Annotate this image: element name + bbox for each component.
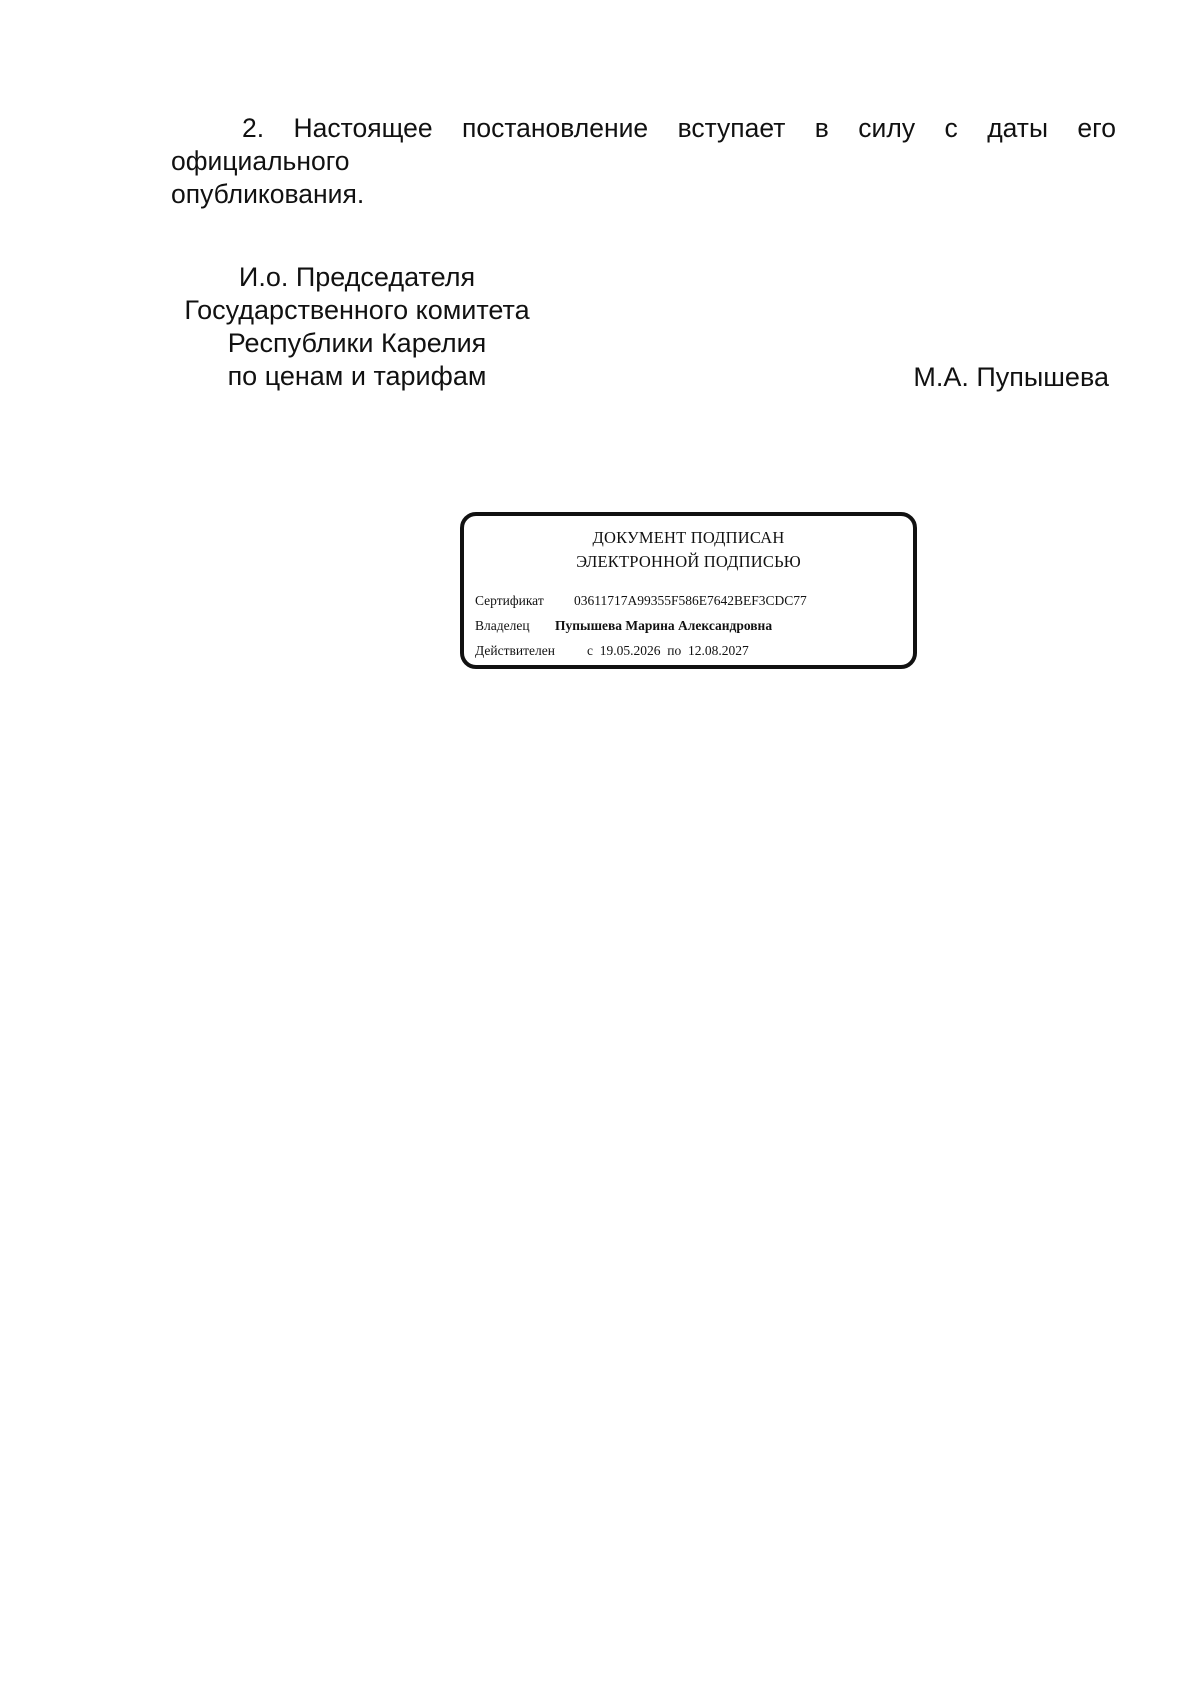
stamp-title	[464, 526, 913, 574]
owner-value: Пупышева Марина Александровна	[555, 618, 773, 633]
certificate-label: Сертификат	[475, 593, 544, 608]
stamp-owner-row	[475, 617, 772, 635]
valid-from-date: 19.05.2026	[599, 643, 661, 658]
paragraph-line-2: опубликования.	[171, 179, 365, 209]
stamp-certificate-row	[475, 592, 807, 610]
position-line-3: Республики Карелия	[227, 328, 487, 358]
owner-label: Владелец	[475, 618, 530, 633]
valid-to-prefix: по	[667, 643, 682, 658]
position-line-1: И.о. Председателя	[238, 262, 476, 292]
stamp-title-line-2: ЭЛЕКТРОННОЙ ПОДПИСЬЮ	[576, 552, 801, 571]
stamp-validity-row	[475, 642, 749, 660]
paragraph-effective-date	[171, 112, 1116, 211]
paragraph-line-1: 2. Настоящее постановление вступает в силу с даты его официального	[171, 113, 1116, 176]
electronic-signature-stamp	[460, 512, 917, 669]
position-line-2: Государственного комитета	[184, 295, 530, 325]
position-line-4: по ценам и тарифам	[227, 361, 487, 391]
valid-from-prefix: с	[587, 643, 593, 658]
signatory-name: М.А. Пупышева	[913, 362, 1109, 392]
stamp-title-line-1: ДОКУМЕНТ ПОДПИСАН	[592, 528, 785, 547]
valid-to-date: 12.08.2027	[687, 643, 749, 658]
valid-label: Действителен	[475, 643, 555, 658]
certificate-value: 03611717A99355F586E7642BEF3CDC77	[574, 593, 807, 608]
signatory-position	[172, 261, 542, 393]
